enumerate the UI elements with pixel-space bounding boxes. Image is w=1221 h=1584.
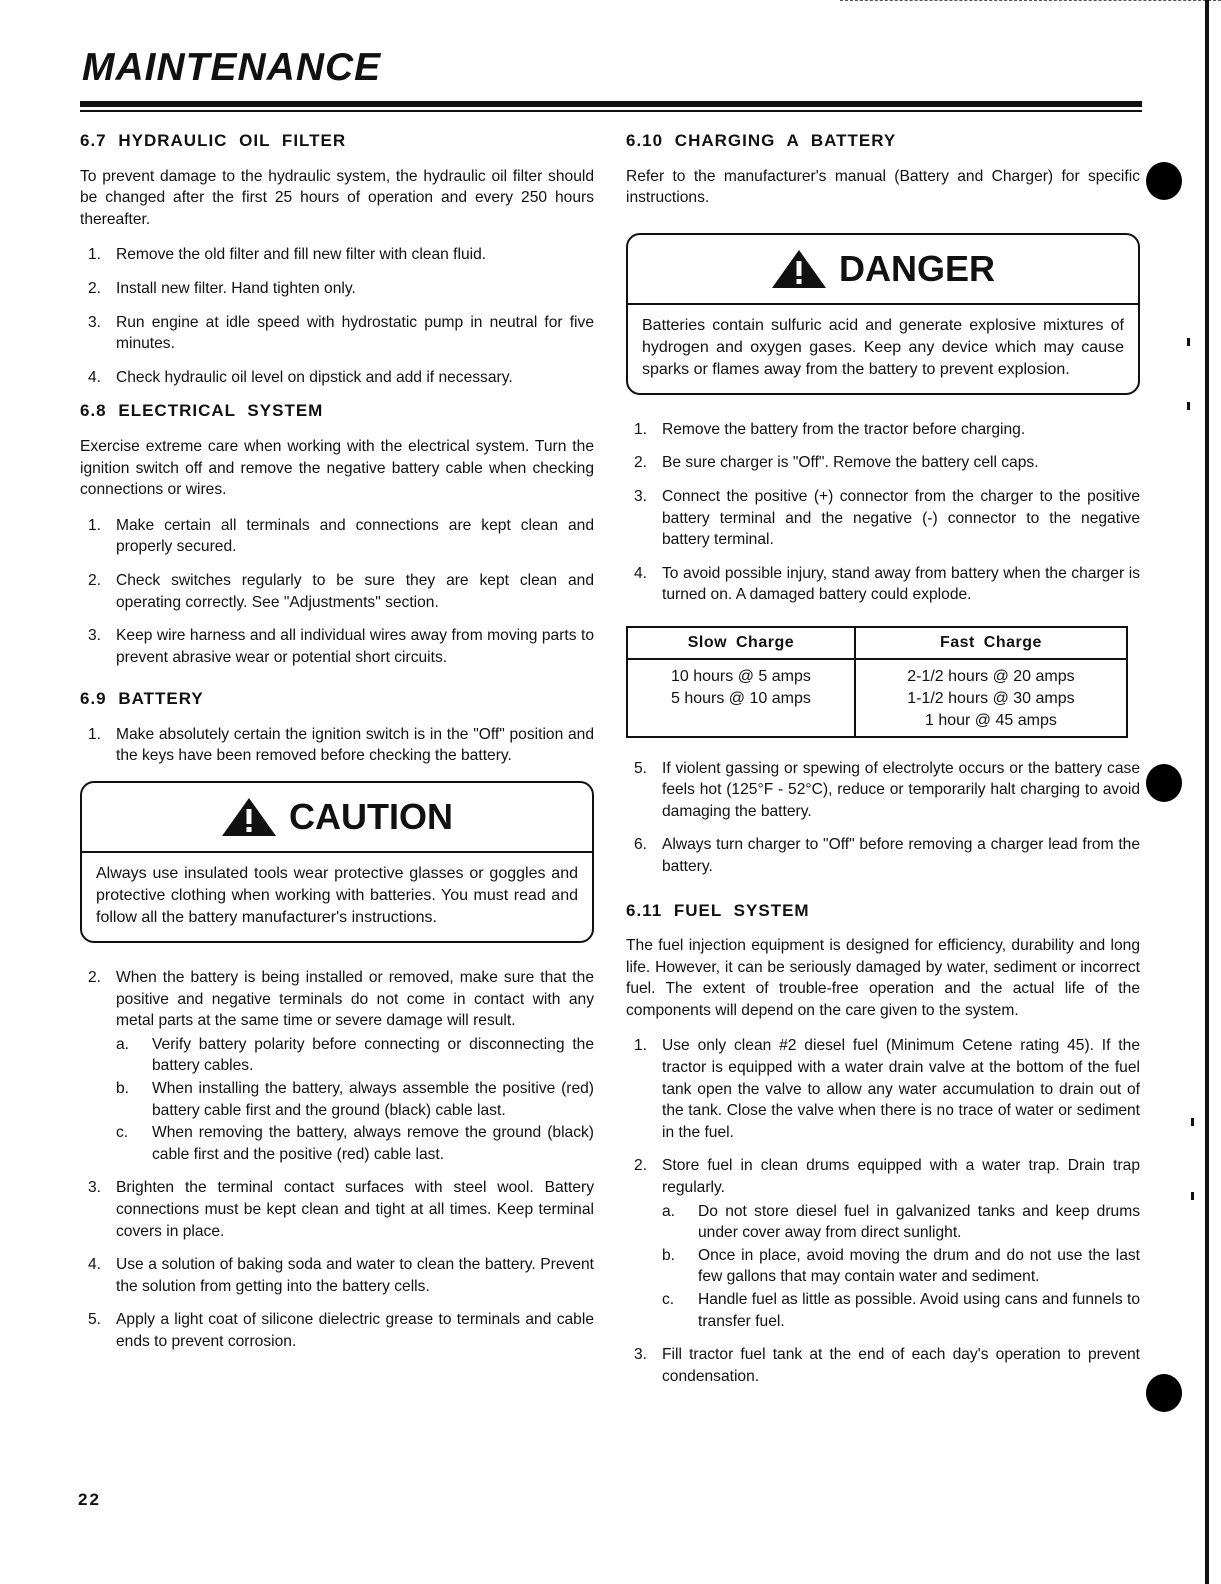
step-number: 1. [88,516,102,534]
step-number: 1. [634,420,648,438]
section-charging-battery [626,130,1140,878]
list-item [80,967,594,1165]
step-number: 1. [88,246,102,264]
section-battery [80,688,594,1352]
step-number: 1. [634,1037,648,1055]
sub-list-item [116,1078,594,1121]
section-fuel-system [626,900,1140,1388]
step-number: 2. [88,969,102,987]
list-item [626,1344,1140,1387]
list-item [80,312,594,355]
step-list [80,724,594,767]
page-number: 22 [78,1490,101,1509]
step-number: 3. [634,1346,648,1364]
step-text: Check hydraulic oil level on dipstick and add if necessary. [116,368,513,386]
sub-letter: c. [662,1291,675,1308]
step-list [626,419,1140,606]
step-number: 2. [634,454,648,472]
sub-text: Handle fuel as little as possible. Avoid using cans and funnels to transfer fuel. [698,1291,1140,1330]
step-list [80,515,594,669]
section-electrical-system [80,400,594,668]
step-text: Use a solution of baking soda and water to clean the battery. Prevent the solution from getting into the battery cells. [116,1256,594,1295]
danger-header [628,235,1138,305]
step-number: 2. [634,1157,648,1175]
step-number: 4. [88,1256,102,1274]
step-list [80,244,594,388]
list-item [626,419,1140,441]
list-item [626,563,1140,606]
step-text: Connect the positive (+) connector from the charger to the positive battery terminal and the negative (-) connector to the negative battery terminal. [662,487,1140,549]
step-number: 6. [634,836,648,854]
list-item [80,244,594,266]
section-heading: 6.9 BATTERY [80,689,204,709]
list-item [80,570,594,613]
step-text: Remove the old filter and fill new filter with clean fluid. [116,246,487,264]
caution-header [82,783,592,853]
section-intro: Exercise extreme care when working with the electrical system. Turn the ignition switch off and remove the negative battery cable when checking connections or wires. [80,437,594,499]
section-intro: Refer to the manufacturer's manual (Battery and Charger) for specific instructions. [626,167,1140,207]
danger-text: Batteries contain sulfuric acid and generate explosive mixtures of hydrogen and oxygen gases. Keep any device which may cause sparks or flames away from the battery to prevent explosion. [642,316,1124,378]
step-text: If violent gassing or spewing of electrolyte occurs or the battery case feels hot (125°F - 52°C), reduce or temporarily halt charging to avoid damaging the battery. [662,759,1140,820]
step-text: Keep wire harness and all individual wires away from moving parts to prevent abrasive wear or potential short circuits. [116,627,594,666]
list-item [626,758,1140,823]
step-text: Make certain all terminals and connections are kept clean and properly secured. [116,516,594,556]
sub-list [662,1201,1140,1333]
list-item [80,1177,594,1242]
step-number: 2. [88,279,102,297]
step-text: Fill tractor fuel tank at the end of each day's operation to prevent condensation. [662,1346,1140,1385]
table-header-row [627,627,1127,659]
step-number: 5. [634,759,648,777]
sub-list-item [662,1245,1140,1288]
step-text: Store fuel in clean drums equipped with a water trap. Drain trap regularly. [662,1157,1140,1197]
page-top-edge [840,0,1221,2]
step-text: Apply a light coat of silicone dielectric grease to terminals and cable ends to prevent corrosion. [116,1311,594,1350]
sub-letter: c. [116,1124,129,1142]
list-item [626,834,1140,877]
step-list [626,758,1140,878]
sub-letter: b. [662,1246,676,1264]
sub-letter: a. [116,1035,130,1053]
step-list [626,1035,1140,1387]
caution-box [80,781,594,943]
step-number: 4. [88,368,102,386]
header-rule-thin [80,110,1142,112]
sub-letter: a. [662,1202,676,1220]
step-number: 4. [634,564,648,582]
cell-line: 1-1/2 hours @ 30 amps [907,689,1075,707]
caution-text: Always use insulated tools wear protective glasses or goggles and protective clothing when working with batteries. You must read and follow all the battery manufacturer's instructions. [96,865,578,927]
sub-list-item [662,1289,1140,1332]
section-heading: 6.10 CHARGING A BATTERY [626,131,897,150]
column-header: Fast Charge [855,627,1127,659]
binder-hole-mark [1146,162,1182,200]
step-number: 3. [88,313,102,331]
step-number: 5. [88,1311,102,1329]
step-text: When the battery is being installed or removed, make sure that the positive and negative terminals do not come in contact with any metal parts at the same time or severe damage will result. [116,969,594,1030]
step-number: 2. [88,571,102,589]
scan-speck [1187,402,1190,410]
charge-table [626,626,1128,738]
table-cell-fast [855,659,1127,737]
step-text: Make absolutely certain the ignition switch is in the "Off" position and the keys have been removed before checking the battery. [116,725,594,765]
list-item [626,452,1140,474]
list-item [626,1035,1140,1143]
scan-speck [1191,1192,1194,1200]
section-heading: 6.11 FUEL SYSTEM [626,900,810,920]
step-text: Brighten the terminal contact surfaces with steel wool. Battery connections must be kept clean and tight at all times. Keep terminal covers in place. [116,1179,594,1240]
sub-text: Once in place, avoid moving the drum and do not use the last few gallons that may contain water and sediment. [698,1246,1140,1286]
sub-text: Verify battery polarity before connecting or disconnecting the battery cables. [152,1035,594,1075]
step-text: Be sure charger is "Off". Remove the battery cell caps. [662,454,1039,472]
list-item [80,367,594,389]
step-text: Check switches regularly to be sure they are kept clean and operating correctly. See "Adjustments" section. [116,571,594,611]
sub-text: When installing the battery, always assemble the positive (red) battery cable first and the ground (black) cable last. [152,1080,594,1119]
sub-letter: b. [116,1080,130,1098]
list-item [80,724,594,767]
step-text: Install new filter. Hand tighten only. [116,279,356,297]
step-number: 3. [634,487,648,505]
cell-line: 5 hours @ 10 amps [670,689,811,707]
sub-list [116,1034,594,1166]
section-hydraulic-oil-filter [80,130,594,388]
list-item [80,1309,594,1352]
sub-text: Do not store diesel fuel in galvanized tanks and keep drums under cover away from direct sunlight. [698,1202,1140,1242]
cell-line: 10 hours @ 5 amps [670,667,811,685]
section-intro: The fuel injection equipment is designed for efficiency, durability and long life. However, it can be seriously damaged by water, sediment or incorrect fuel. The extent of trouble-free operation and the actual life of the components will depend on the care given to the system. [626,937,1140,1019]
cell-line: 2-1/2 hours @ 20 amps [907,667,1075,685]
sub-list-item [662,1201,1140,1244]
cell-line: 1 hour @ 45 amps [924,711,1057,729]
caution-label: CAUTION [289,796,453,838]
scan-speck [1187,338,1190,346]
list-item [80,278,594,300]
step-text: Remove the battery from the tractor before charging. [662,420,1026,438]
danger-box [626,233,1140,395]
sub-list-item [116,1122,594,1165]
table-row [627,659,1127,737]
step-number: 3. [88,1179,102,1197]
list-item [80,1254,594,1297]
warning-triangle-icon [771,249,827,289]
binder-hole-mark [1146,764,1182,802]
danger-label: DANGER [838,247,995,289]
sub-text: When removing the battery, always remove the ground (black) cable first and the positive (red) cable last. [152,1124,594,1163]
list-item [626,1155,1140,1332]
list-item [80,625,594,668]
step-number: 1. [88,725,102,743]
list-item [626,486,1140,551]
right-column [626,130,1140,1399]
page-right-edge [1205,0,1209,1584]
section-heading: 6.8 ELECTRICAL SYSTEM [80,401,324,421]
sub-list-item [116,1034,594,1077]
column-header: Slow Charge [627,627,855,659]
scan-speck [1191,1118,1194,1126]
header-rule [80,101,1142,107]
step-text: To avoid possible injury, stand away from battery when the charger is turned on. A damaged battery could explode. [662,564,1140,604]
section-intro: To prevent damage to the hydraulic system, the hydraulic oil filter should be changed after the first 25 hours of operation and every 250 hours thereafter. [80,167,594,228]
list-item [80,515,594,558]
step-list [80,967,594,1353]
page-title: MAINTENANCE [82,46,382,89]
binder-hole-mark [1146,1374,1182,1412]
left-column [80,130,594,1365]
warning-triangle-icon [221,797,277,837]
step-text: Always turn charger to "Off" before removing a charger lead from the battery. [662,836,1140,875]
step-text: Use only clean #2 diesel fuel (Minimum Cetene rating 45). If the tractor is equipped with a water drain valve at the bottom of the fuel tank open the valve to allow any water accumulation to drain out of the tank. Close the valve when there is no trace of water or sediment in the fuel. [662,1037,1140,1141]
table-cell-slow [627,659,855,737]
step-number: 3. [88,627,102,645]
step-text: Run engine at idle speed with hydrostatic pump in neutral for five minutes. [116,313,594,353]
section-heading: 6.7 HYDRAULIC OIL FILTER [80,131,347,150]
